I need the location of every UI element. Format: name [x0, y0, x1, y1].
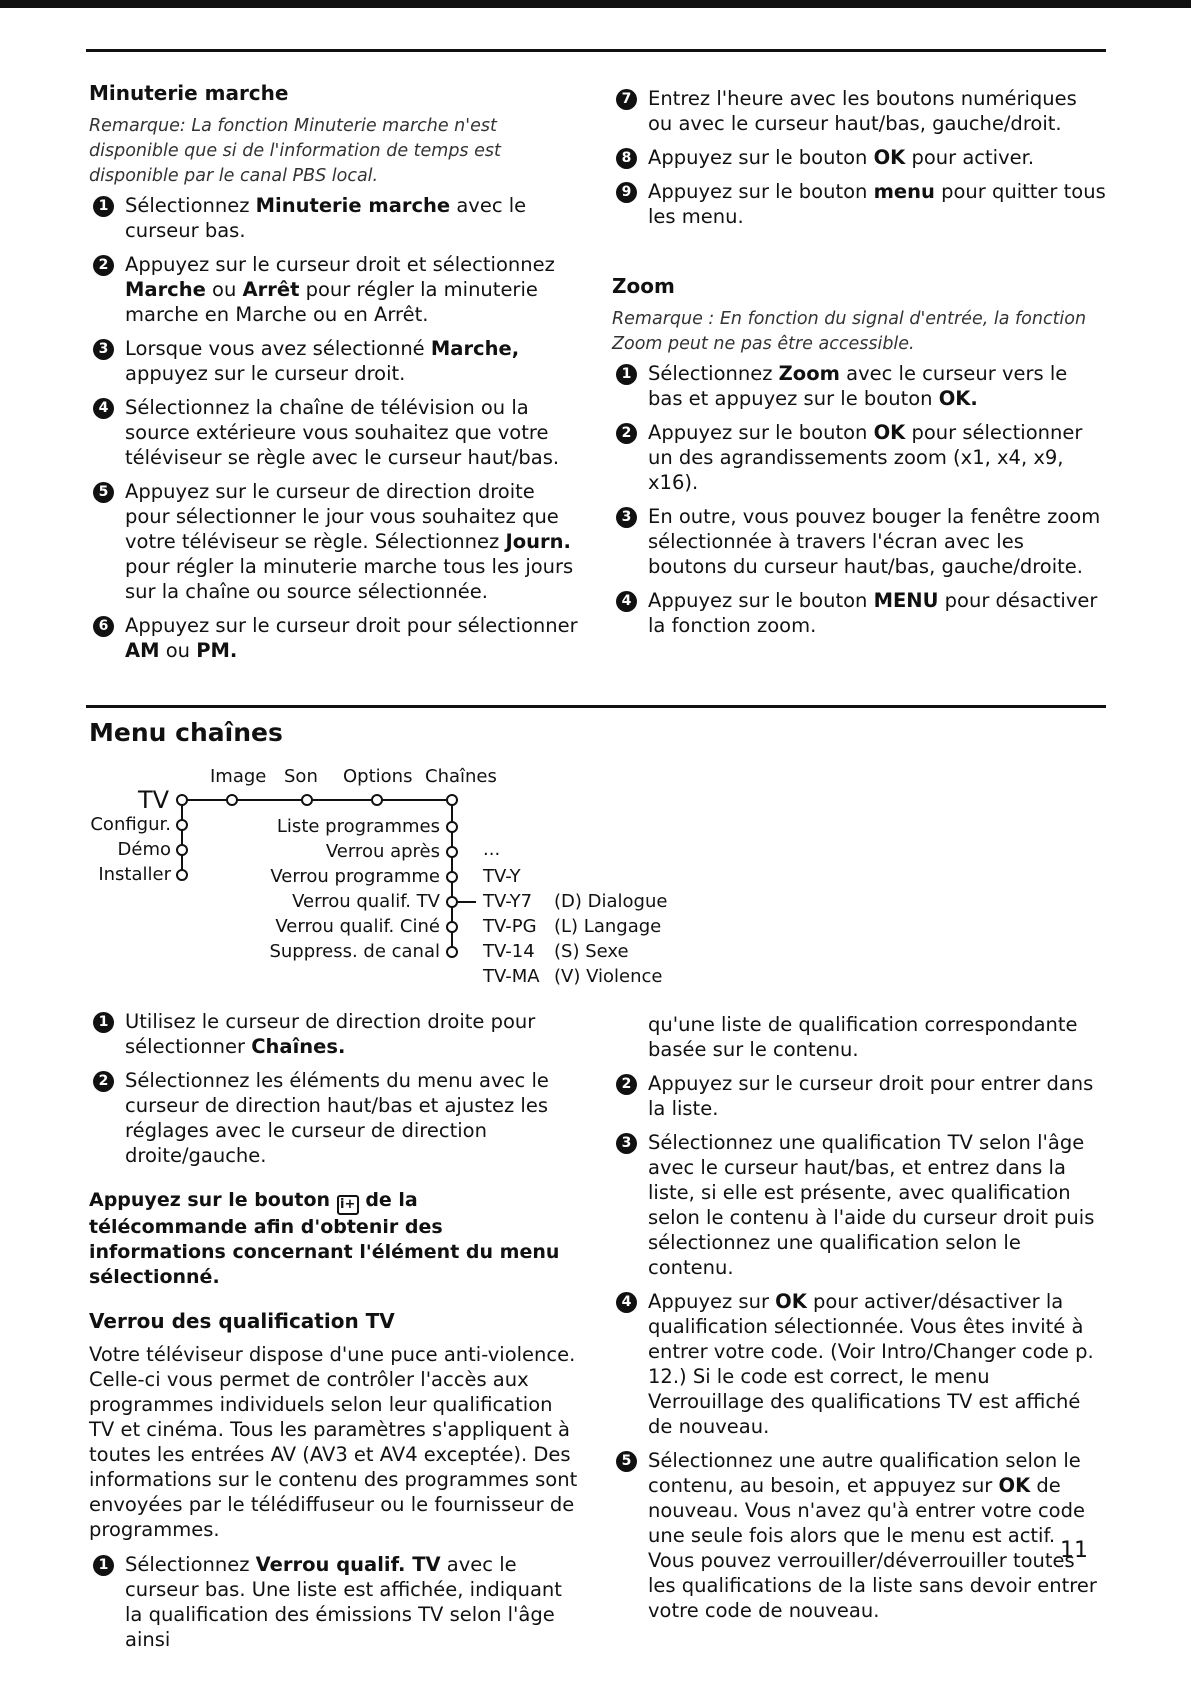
node-icon: [447, 922, 457, 932]
menu-mid-item: Suppress. de canal: [269, 941, 440, 962]
list-item: 2 Appuyez sur le curseur droit pour entrer dans la liste.: [612, 1071, 1107, 1121]
step-number-icon: 3: [616, 1133, 637, 1154]
step-number-icon: 3: [93, 339, 114, 360]
menu-mid-item: Verrou qualif. Ciné: [275, 916, 440, 937]
menu-top-options: Options: [343, 766, 413, 787]
content-item: (D) Dialogue: [554, 891, 668, 912]
step-number-icon: 1: [616, 364, 637, 385]
node-icon: [447, 947, 457, 957]
list-item: 7 Entrez l'heure avec les boutons numériques ou avec le curseur haut/bas, gauche/droit.: [612, 86, 1107, 136]
step-number-icon: 4: [616, 591, 637, 612]
list-item: 8 Appuyez sur le bouton OK pour activer.: [612, 145, 1107, 170]
content-item: (S) Sexe: [554, 941, 629, 962]
zoom-section: [612, 273, 1107, 647]
minuterie-remark: Remarque: La fonction Minuterie marche n'est disponible que si de l'information de temps est disponible par le canal PBS local.: [89, 116, 501, 186]
menu-top-image: Image: [210, 766, 267, 787]
list-item: 1 Sélectionnez Zoom avec le curseur vers le bas et appuyez sur le bouton OK.: [612, 361, 1107, 411]
menu-left-installer: Installer: [98, 864, 171, 885]
list-item: 3 Lorsque vous avez sélectionné Marche, appuyez sur le curseur droit.: [89, 336, 584, 386]
rating-item: TV-Y7: [483, 891, 533, 912]
step-number-icon: 5: [616, 1451, 637, 1472]
node-icon: [177, 795, 187, 805]
list-item: 4 Sélectionnez la chaîne de télévision ou la source extérieure vous souhaitez que votre téléviseur se règle avec le curseur haut/bas.: [89, 395, 584, 470]
step-number-icon: 1: [93, 1555, 114, 1576]
menu-mid-item: Verrou après: [325, 841, 440, 862]
node-icon: [372, 795, 382, 805]
node-icon: [447, 872, 457, 882]
menu-left-configur: Configur.: [90, 814, 171, 835]
info-plus-icon: i+: [337, 1195, 359, 1215]
minuterie-continued: [612, 86, 1107, 238]
minuterie-title: Minuterie marche: [89, 81, 289, 105]
content-item: (L) Langage: [554, 916, 662, 937]
menu-top-chaines: Chaînes: [425, 766, 497, 787]
info-note: Appuyez sur le bouton i+ de la télécommande afin d'obtenir des informations concernant l'élément du menu sélectionné.: [89, 1189, 560, 1288]
list-item: 1 Sélectionnez Minuterie marche avec le curseur bas.: [89, 193, 584, 243]
zoom-title: Zoom: [612, 274, 675, 298]
node-icon: [177, 870, 187, 880]
step-number-icon: 7: [616, 89, 637, 110]
step-number-icon: 9: [616, 182, 637, 203]
verrou-paragraph: Votre téléviseur dispose d'une puce anti-violence. Celle-ci vous permet de contrôler l'accès aux programmes individuels selon leur qualification TV et cinéma. Tous les paramètres s'appliquent à toutes les entrées AV (AV3 et AV4 exceptée). Des informations sur le contenu des programmes sont envoyées par le télédiffuseur ou le fournisseur de programmes.: [89, 1343, 578, 1541]
verrou-title: Verrou des qualification TV: [89, 1309, 395, 1333]
step-number-icon: 2: [93, 1071, 114, 1092]
step-number-icon: 2: [616, 1074, 637, 1095]
list-item: 2 Appuyez sur le curseur droit et sélectionnez Marche ou Arrêt pour régler la minuterie marche en Marche ou en Arrêt.: [89, 252, 584, 327]
step-number-icon: 2: [616, 423, 637, 444]
list-item-continued: qu'une liste de qualification correspondante basée sur le contenu.: [648, 1013, 1078, 1061]
node-icon: [447, 847, 457, 857]
minuterie-section: [89, 80, 584, 672]
step-number-icon: 6: [93, 616, 114, 637]
node-icon: [447, 897, 457, 907]
menu-mid-item: Liste programmes: [276, 816, 440, 837]
list-item: 1 Sélectionnez Verrou qualif. TV avec le curseur bas. Une liste est affichée, indiquant la qualification des émissions TV selon l'âge ainsi: [89, 1552, 579, 1652]
node-icon: [302, 795, 312, 805]
step-number-icon: 1: [93, 196, 114, 217]
list-item: 4 Appuyez sur le bouton MENU pour désactiver la fonction zoom.: [612, 588, 1107, 638]
rating-item: TV-14: [483, 941, 535, 962]
list-item: 5 Sélectionnez une autre qualification selon le contenu, au besoin, et appuyez sur OK de nouveau. Vous n'avez qu'à entrer votre code une seule fois alors que le menu est actif. Vous pouvez verrouiller/déverrouiller toutes les qualifications de la liste sans devoir entrer votre code de nouveau.: [612, 1448, 1107, 1623]
content-item: (V) Violence: [554, 966, 663, 987]
menu-top-son: Son: [284, 766, 318, 787]
node-icon: [227, 795, 237, 805]
section-rule-middle: [86, 705, 1106, 708]
menu-chaines-left: [89, 1009, 579, 1661]
rating-item: TV-Y: [483, 866, 521, 887]
menu-mid-item: Verrou qualif. TV: [292, 891, 440, 912]
menu-dots: ...: [483, 839, 501, 860]
step-number-icon: 3: [616, 507, 637, 528]
step-number-icon: 4: [616, 1292, 637, 1313]
list-item: 4 Appuyez sur OK pour activer/désactiver la qualification sélectionnée. Vous êtes invité à entrer votre code. (Voir Intro/Changer code p. 12.) Si le code est correct, le menu Verrouillage des qualifications TV est affiché de nouveau.: [612, 1289, 1107, 1439]
rating-item: TV-PG: [483, 916, 537, 937]
menu-tree-diagram: [86, 760, 706, 1000]
step-number-icon: 1: [93, 1012, 114, 1033]
list-item: 2 Appuyez sur le bouton OK pour sélectionner un des agrandissements zoom (x1, x4, x9, x16).: [612, 420, 1107, 495]
list-item: 2 Sélectionnez les éléments du menu avec le curseur de direction haut/bas et ajustez les réglages avec le curseur de direction droite/gauche.: [89, 1068, 579, 1168]
list-item: 9 Appuyez sur le bouton menu pour quitter tous les menu.: [612, 179, 1107, 229]
menu-chaines-title: Menu chaînes: [89, 718, 283, 747]
list-item: 3 Sélectionnez une qualification TV selon l'âge avec le curseur haut/bas, et entrez dans la liste, si elle est présente, avec qualification selon le contenu à l'aide du curseur droit puis sélectionnez une qualification selon le contenu.: [612, 1130, 1107, 1280]
menu-tv-label: TV: [138, 786, 170, 814]
step-number-icon: 4: [93, 398, 114, 419]
node-icon: [177, 845, 187, 855]
menu-mid-item: Verrou programme: [270, 866, 440, 887]
menu-chaines-right: [612, 1012, 1107, 1632]
list-item: 5 Appuyez sur le curseur de direction droite pour sélectionner le jour vous souhaitez que votre téléviseur se règle. Sélectionnez Journ. pour régler la minuterie marche tous les jours sur la chaîne ou source sélectionnée.: [89, 479, 584, 604]
list-item: 6 Appuyez sur le curseur droit pour sélectionner AM ou PM.: [89, 613, 584, 663]
list-item: 1 Utilisez le curseur de direction droite pour sélectionner Chaînes.: [89, 1009, 579, 1059]
node-icon: [177, 820, 187, 830]
top-border: [0, 0, 1191, 8]
step-number-icon: 2: [93, 255, 114, 276]
section-rule-top: [86, 49, 1106, 52]
step-number-icon: 8: [616, 148, 637, 169]
zoom-remark: Remarque : En fonction du signal d'entrée, la fonction Zoom peut ne pas être accessible.: [612, 309, 1087, 354]
menu-left-demo: Démo: [117, 839, 171, 860]
rating-item: TV-MA: [483, 966, 540, 987]
node-icon: [447, 795, 457, 805]
page-number: 11: [1060, 1538, 1088, 1563]
list-item: 3 En outre, vous pouvez bouger la fenêtre zoom sélectionnée à travers l'écran avec les boutons du curseur haut/bas, gauche/droite.: [612, 504, 1107, 579]
step-number-icon: 5: [93, 482, 114, 503]
node-icon: [447, 822, 457, 832]
